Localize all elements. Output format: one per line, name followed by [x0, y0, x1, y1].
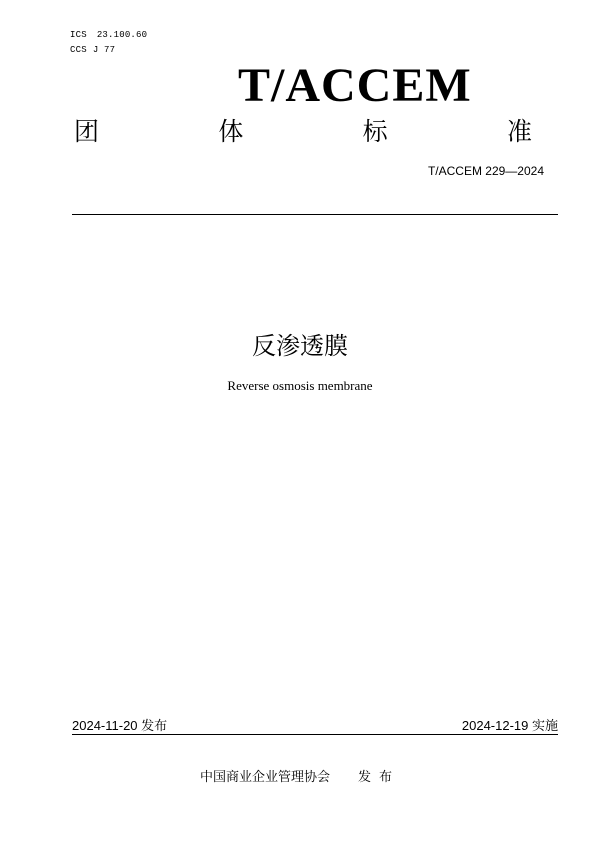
publisher-name: 中国商业企业管理协会	[199, 770, 330, 785]
ics-line	[70, 30, 147, 40]
standard-type-heading	[74, 118, 532, 146]
ics-code: 23.100.60	[96, 30, 148, 40]
standard-type-char: 标	[362, 117, 388, 146]
ccs-label: CCS	[70, 45, 87, 55]
title-english: Reverse osmosis membrane	[227, 378, 373, 393]
standard-type-char: 团	[74, 117, 100, 146]
top-divider	[72, 214, 558, 215]
release-date: 2024-11-20 发布	[72, 718, 168, 733]
ccs-code: J 77	[92, 45, 116, 55]
organization-logo: T/ACCEM	[238, 59, 472, 112]
standard-type-char: 准	[506, 117, 532, 146]
title-chinese: 反渗透膜	[252, 332, 348, 360]
bottom-divider	[72, 734, 558, 735]
ics-label: ICS	[70, 30, 87, 40]
implementation-date: 2024-12-19 实施	[461, 718, 558, 733]
ccs-line	[70, 45, 115, 55]
standard-number: T/ACCEM 229—2024	[427, 164, 544, 178]
standard-type-char: 体	[218, 117, 244, 146]
publisher-line	[0, 766, 600, 785]
publish-word: 发布	[358, 770, 401, 785]
